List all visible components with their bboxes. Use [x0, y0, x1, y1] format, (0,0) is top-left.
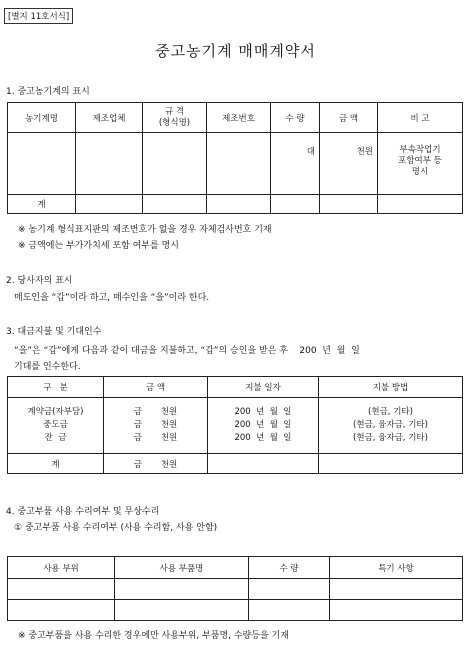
parts-row2-note[interactable] — [330, 600, 463, 621]
payment-dates[interactable] — [208, 398, 319, 454]
parts-row1-qty[interactable] — [249, 579, 330, 600]
page-title: 중고농기계 매매계약서 — [155, 42, 316, 60]
payment-total-method[interactable] — [319, 454, 463, 474]
header-part-name: 사용 부품명 — [115, 557, 249, 579]
header-quantity: 수 량 — [271, 103, 320, 133]
header-amount: 금 액 — [320, 103, 378, 133]
label-balance: 잔 금 — [44, 433, 67, 443]
parts-row1-note[interactable] — [330, 579, 463, 600]
section2-body: 매도인을 “갑”이라 하고, 매수인을 “을”이라 한다. — [14, 293, 210, 303]
cell-machine-name[interactable] — [8, 133, 76, 195]
label-deposit: 계약금(자부담) — [27, 407, 84, 417]
payment-total-date[interactable] — [208, 454, 319, 474]
amount-balance: 금 천원 — [133, 433, 178, 443]
section2-heading: 2. 당사자의 표시 — [6, 276, 73, 286]
payment-total-amount[interactable]: 금 천원 — [104, 454, 208, 474]
payment-total-label: 계 — [8, 454, 104, 474]
date-balance: 200 년 월 일 — [234, 433, 292, 443]
amount-interim: 금 천원 — [133, 420, 178, 430]
date-deposit: 200 년 월 일 — [234, 407, 292, 417]
payment-methods[interactable] — [319, 398, 463, 454]
parts-row2-location[interactable] — [8, 600, 115, 621]
cell-remark[interactable] — [378, 133, 463, 195]
parts-row2-qty[interactable] — [249, 600, 330, 621]
parts-row2-name[interactable] — [115, 600, 249, 621]
total-label: 계 — [8, 195, 76, 214]
section3-body-line2: 기대를 인수한다. — [14, 362, 81, 372]
section1-note-1: ※ 농기계 형식표지판의 제조번호가 없을 경우 자체검사번호 기재 — [18, 225, 272, 235]
cell-quantity-unit[interactable]: 대 — [271, 133, 320, 195]
parts-table — [7, 556, 463, 621]
date-interim: 200 년 월 일 — [234, 420, 292, 430]
header-spec — [143, 103, 207, 133]
section4-heading: 4. 중고부품 사용 수리여부 및 무상수리 — [6, 507, 160, 517]
cell-serial[interactable] — [207, 133, 271, 195]
amount-deposit: 금 천원 — [133, 407, 178, 417]
header-remark: 비 고 — [378, 103, 463, 133]
total-cell-6[interactable] — [320, 195, 378, 214]
payment-table — [7, 376, 463, 474]
header-machine-name: 농기계명 — [8, 103, 76, 133]
machine-table — [7, 102, 463, 214]
total-cell-5[interactable] — [271, 195, 320, 214]
header-pay-method: 지불 방법 — [319, 377, 463, 398]
header-manufacturer: 제조업체 — [76, 103, 143, 133]
section4-note: ※ 중고부품을 사용 수리한 경우에만 사용부위, 부품명, 수량등을 기재 — [18, 631, 289, 641]
total-cell-2[interactable] — [76, 195, 143, 214]
header-part-note: 특기 사항 — [330, 557, 463, 579]
remark-text: 부속작업기 포함여부 등 명시 — [398, 145, 442, 177]
cell-manufacturer[interactable] — [76, 133, 143, 195]
payment-amounts[interactable] — [104, 398, 208, 454]
section1-heading: 1. 중고농기계의 표시 — [6, 87, 90, 97]
total-cell-7[interactable] — [378, 195, 463, 214]
method-balance: (현금, 융자금, 기타) — [353, 433, 428, 443]
method-deposit: (현금, 기타) — [368, 407, 413, 417]
parts-row1-location[interactable] — [8, 579, 115, 600]
header-spec-text: 규 격 (형식명) — [158, 106, 191, 128]
section3-body-line1: “을”은 “갑”에게 다음과 같이 대금을 지불하고, “갑”의 승인을 받은 후 200 년 월 일 — [14, 346, 360, 356]
header-pay-date: 지불 일자 — [208, 377, 319, 398]
total-cell-4[interactable] — [207, 195, 271, 214]
form-label: [별지 11호서식] — [4, 8, 73, 24]
header-category: 구 분 — [8, 377, 104, 398]
section1-note-2: ※ 금액에는 부가가치세 포함 여부를 명시 — [18, 241, 179, 251]
header-part-qty: 수 량 — [249, 557, 330, 579]
cell-amount-unit[interactable]: 천원 — [320, 133, 378, 195]
section4-sub: ① 중고부품 사용 수리여부 (사용 수리함, 사용 안함) — [14, 523, 218, 533]
payment-labels — [8, 398, 104, 454]
parts-row1-name[interactable] — [115, 579, 249, 600]
header-pay-amount: 금 액 — [104, 377, 208, 398]
header-serial: 제조번호 — [207, 103, 271, 133]
section3-heading: 3. 대금지불 및 기대인수 — [6, 327, 102, 337]
header-part-location: 사용 부위 — [8, 557, 115, 579]
method-interim: (현금, 융자금, 기타) — [353, 420, 428, 430]
label-interim: 중도금 — [43, 420, 68, 430]
cell-spec[interactable] — [143, 133, 207, 195]
total-cell-3[interactable] — [143, 195, 207, 214]
